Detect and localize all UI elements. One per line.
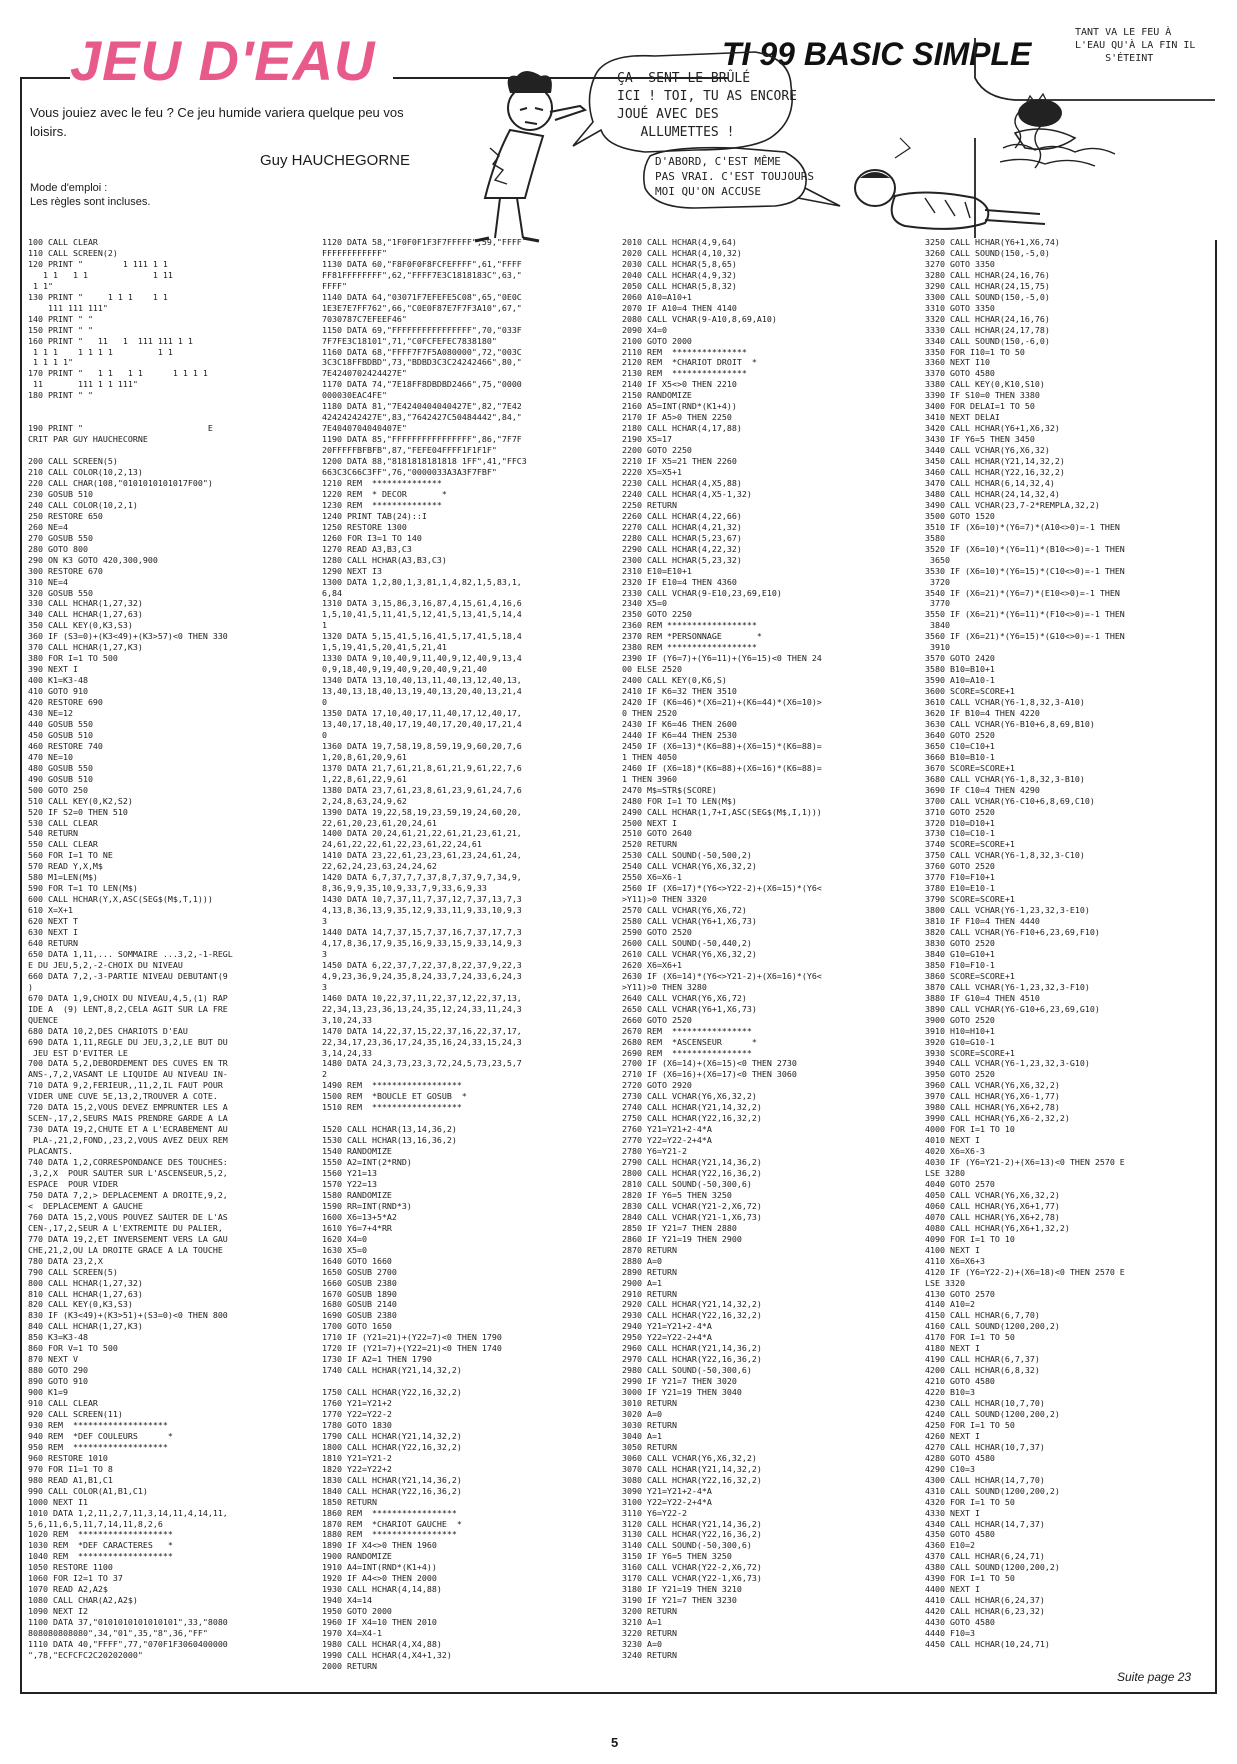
- author-name: Guy HAUCHEGORNE: [260, 152, 411, 169]
- mode-emploi: [30, 181, 150, 209]
- continued-note: Suite page 23: [1117, 1670, 1192, 1684]
- mode-text: Les règles sont incluses.: [30, 196, 151, 208]
- cartoon-illustration: [455, 27, 1215, 243]
- frame-rule: [1215, 240, 1217, 1694]
- code-listing-column-3: 2010 CALL HCHAR(4,9,64) 2020 CALL HCHAR(4,10,32) 2030 CALL HCHAR(5,8,65) 2040 CALL HCHAR(4,9,32) 2050 CALL HCHAR(5,8,32) 2060 A10=A10+1 2070 IF A10=4 THEN 4140 2080 CALL VCHAR(9-A10,8,69,A10) 2090 X4=0 2100 GOTO 2000 2110 REM *************** 2120 REM *CHARIOT DROIT * 2130 REM *************** 2140 IF X5<>0 THEN 2210 2150 RANDOMIZE 2160 A5=INT(RND*(K1+4)) 2170 IF A5>0 THEN 2250 2180 CALL HCHAR(4,17,88) 2190 X5=17 2200 GOTO 2250 2210 IF X5=21 THEN 2260 2220 X5=X5+1 2230 CALL HCHAR(4,X5,88) 2240 CALL HCHAR(4,X5-1,32) 2250 RETURN 2260 CALL HCHAR(4,22,66) 2270 CALL HCHAR(4,21,32) 2280 CALL HCHAR(5,23,67) 2290 CALL HCHAR(4,22,32) 2300 CALL HCHAR(5,23,32) 2310 E10=E10+1 2320 IF E10=4 THEN 4360 2330 CALL VCHAR(9-E10,23,69,E10) 2340 X5=0 2350 GOTO 2250 2360 REM ****************** 2370 REM *PERSONNAGE * 2380 REM ****************** 2390 IF (Y6=7)+(Y6=11)+(Y6=15)<0 THEN 24 00 ELSE 2520 2400 CALL KEY(0,K6,S) 2410 IF K6=32 THEN 3510 2420 IF (K6=46)*(X6=21)+(K6=44)*(X6=10)> 0 THEN 2520 2430 IF K6=46 THEN 2600 2440 IF K6=44 THEN 2530 2450 IF (X6=13)*(K6=88)+(X6=15)*(K6=88)= 1 THEN 4050 2460 IF (X6=18)*(K6=88)+(X6=16)*(K6=88)= 1 THEN 3960 2470 M$=STR$(SCORE) 2480 FOR I=1 TO LEN(M$) 2490 CALL HCHAR(1,7+I,ASC(SEG$(M$,I,1))) 2500 NEXT I 2510 GOTO 2640 2520 RETURN 2530 CALL SOUND(-50,500,2) 2540 CALL VCHAR(Y6,X6,32,2) 2550 X6=X6-1 2560 IF (X6=17)*(Y6<>Y22-2)+(X6=15)*(Y6< >Y11)>0 THEN 3320 2570 CALL VCHAR(Y6,X6,72) 2580 CALL VCHAR(Y6+1,X6,73) 2590 GOTO 2520 2600 CALL SOUND(-50,440,2) 2610 CALL VCHAR(Y6,X6,32,2) 2620 X6=X6+1 2630 IF (X6=14)*(Y6<>Y21-2)+(X6=16)*(Y6< >Y11)>0 THEN 3280 2640 CALL VCHAR(Y6,X6,72) 2650 CALL VCHAR(Y6+1,X6,73) 2660 GOTO 2520 2670 REM **************** 2680 REM *ASCENSEUR * 2690 REM **************** 2700 IF (X6=14)+(X6=15)<0 THEN 2730 2710 IF (X6=16)+(X6=17)<0 THEN 3060 2720 GOTO 2920 2730 CALL VCHAR(Y6,X6,32,2) 2740 CALL HCHAR(Y21,14,32,2) 2750 CALL HCHAR(Y22,16,32,2) 2760 Y21=Y21+2-4*A 2770 Y22=Y22-2+4*A 2780 Y6=Y21-2 2790 CALL HCHAR(Y21,14,36,2) 2800 CALL HCHAR(Y22,16,36,2) 2810 CALL SOUND(-50,300,6) 2820 IF Y6=5 THEN 3250 2830 CALL VCHAR(Y21-2,X6,72) 2840 CALL VCHAR(Y21-1,X6,73) 2850 IF Y21=7 THEN 2880 2860 IF Y21=19 THEN 2900 2870 RETURN 2880 A=0 2890 RETURN 2900 A=1 2910 RETURN 2920 CALL HCHAR(Y21,14,32,2) 2930 CALL HCHAR(Y22,16,32,2) 2940 Y21=Y21+2-4*A 2950 Y22=Y22-2+4*A 2960 CALL HCHAR(Y21,14,36,2) 2970 CALL HCHAR(Y22,16,36,2) 2980 CALL SOUND(-50,300,6) 2990 IF Y21=7 THEN 3020 3000 IF Y21=19 THEN 3040 3010 RETURN 3020 A=0 3030 RETURN 3040 A=1 3050 RETURN 3060 CALL VCHAR(Y6,X6,32,2) 3070 CALL HCHAR(Y21,14,32,2) 3080 CALL HCHAR(Y22,16,32,2) 3090 Y21=Y21+2-4*A 3100 Y22=Y22-2+4*A 3110 Y6=Y22-2 3120 CALL HCHAR(Y21,14,36,2) 3130 CALL HCHAR(Y22,16,36,2) 3140 CALL SOUND(-50,300,6) 3150 IF Y6=5 THEN 3250 3160 CALL VCHAR(Y22-2,X6,72) 3170 CALL VCHAR(Y22-1,X6,73) 3180 IF Y21=19 THEN 3210 3190 IF Y21=7 THEN 3230 3200 RETURN 3210 A=1 3220 RETURN 3230 A=0 3240 RETURN: [622, 237, 822, 1660]
- mode-title: Mode d'emploi :: [30, 182, 108, 194]
- corner-caption: TANT VA LE FEU À L'EAU QU'À LA FIN IL S'ÉTEINT: [1075, 27, 1196, 64]
- frame-rule: [20, 1692, 1217, 1694]
- intro-text: Vous jouiez avec le feu ? Ce jeu humide variera quelque peu vos loisirs.: [30, 105, 404, 139]
- speech-bubble-child: D'ABORD, C'EST MÊME PAS VRAI. C'EST TOUJOURS MOI QU'ON ACCUSE: [655, 155, 814, 198]
- article-category: TI 99 BASIC SIMPLE: [722, 36, 1032, 72]
- speech-bubble-mother: ÇA SENT LE BRÛLÉ ICI ! TOI, TU AS ENCORE JOUÉ AVEC DES ALLUMETTES !: [617, 71, 798, 140]
- page-number: 5: [611, 1735, 619, 1750]
- article-title: JEU D'EAU: [70, 29, 376, 92]
- frame-rule: [20, 77, 70, 79]
- frame-rule: [20, 77, 22, 1694]
- cartoon-drawing: [455, 38, 1215, 243]
- code-listing-column-2: 1120 DATA 58,"1F0F0F1F3F7FFFFF",59,"FFFF FFFFFFFFFFFF" 1130 DATA 60,"F8F0F0F8FCFEFFFF",61,"FFFF FF81FFFFFFFF",62,"FFFF7E3C1818183C",63," FFFF" 1140 DATA 64,"03071F7EFEFE5C08",65,"0E0C 1E3E7E7FF762",66,"C0E0F87E7F7F3A10",67," 7030787C7EFEEF46" 1150 DATA 69,"FFFFFFFFFFFFFFFF",70,"033F 7F7FE3C18101",71,"C0FCFEFEC7838180" 1160 DATA 68,"FFFF7F7F5A080000",72,"003C 3C3C18FFBDBD",73,"BDBD3C3C24242466",80," 7E4240702424427E" 1170 DATA 74,"7E18FF8DBDBD2466",75,"0000 000030EAC4FE" 1180 DATA 81,"7E4240404040427E",82,"7E42 42424242427E",83,"7642427C50484442",84," 7E4040704040407E" 1190 DATA 85,"FFFFFFFFFFFFFFFF",86,"7F7F 20FFFFFBFBFB",87,"FEFE04FFFF1F1F1F" 1200 DATA 88,"8181818181818 1FF",41,"FFC3 663C3C66C3FF",76,"0000033A3A3F7FBF" 1210 REM ************** 1220 REM * DECOR * 1230 REM ************** 1240 PRINT TAB(24)::I 1250 RESTORE 1300 1260 FOR I3=1 TO 140 1270 READ A3,B3,C3 1280 CALL HCHAR(A3,B3,C3) 1290 NEXT I3 1300 DATA 1,2,80,1,3,81,1,4,82,1,5,83,1, 6,84 1310 DATA 3,15,86,3,16,87,4,15,61,4,16,6 1,5,10,41,5,11,41,5,12,41,5,13,41,5,14,4 1 1320 DATA 5,15,41,5,16,41,5,17,41,5,18,4 1,5,19,41,5,20,41,5,21,41 1330 DATA 9,10,40,9,11,40,9,12,40,9,13,4 0,9,18,40,9,19,40,9,20,40,9,21,40 1340 DATA 13,10,40,13,11,40,13,12,40,13, 13,40,13,18,40,13,19,40,13,20,40,13,21,4 0 1350 DATA 17,10,40,17,11,40,17,12,40,17, 13,40,17,18,40,17,19,40,17,20,40,17,21,4 0 1360 DATA 19,7,58,19,8,59,19,9,60,20,7,6 1,20,8,61,20,9,61 1370 DATA 21,7,61,21,8,61,21,9,61,22,7,6 1,22,8,61,22,9,61 1380 DATA 23,7,61,23,8,61,23,9,61,24,7,6 2,24,8,63,24,9,62 1390 DATA 19,22,58,19,23,59,19,24,60,20, 22,61,20,23,61,20,24,61 1400 DATA 20,24,61,21,22,61,21,23,61,21, 24,61,22,22,61,22,23,61,22,24,61 1410 DATA 23,22,61,23,23,61,23,24,61,24, 22,62,24,23,63,24,24,62 1420 DATA 6,7,37,7,7,37,8,7,37,9,7,34,9, 8,36,9,9,35,10,9,33,7,9,33,6,9,33 1430 DATA 10,7,37,11,7,37,12,7,37,13,7,3 4,13,8,36,13,9,35,12,9,33,11,9,33,10,9,3 3 1440 DATA 14,7,37,15,7,37,16,7,37,17,7,3 4,17,8,36,17,9,35,16,9,33,15,9,33,14,9,3 3 1450 DATA 6,22,37,7,22,37,8,22,37,9,22,3 4,9,23,36,9,24,35,8,24,33,7,24,33,6,24,3 3 1460 DATA 10,22,37,11,22,37,12,22,37,13, 22,34,13,23,36,13,24,35,12,24,33,11,24,3 3,10,24,33 1470 DATA 14,22,37,15,22,37,16,22,37,17, 22,34,17,23,36,17,24,35,16,24,33,15,24,3 3,14,24,33 1480 DATA 24,3,73,23,3,72,24,5,73,23,5,7 2 1490 REM ****************** 1500 REM *BOUCLE ET GOSUB * 1510 REM ****************** 1520 CALL HCHAR(13,14,36,2) 1530 CALL HCHAR(13,16,36,2) 1540 RANDOMIZE 1550 A2=INT(2*RND) 1560 Y21=13 1570 Y22=13 1580 RANDOMIZE 1590 RR=INT(RND*3) 1600 X6=13+5*A2 1610 Y6=7+4*RR 1620 X4=0 1630 X5=0 1640 GOTO 1660 1650 GOSUB 2700 1660 GOSUB 2380 1670 GOSUB 1890 1680 GOSUB 2140 1690 GOSUB 2380 1700 GOTO 1650 1710 IF (Y21=21)+(Y22=7)<0 THEN 1790 1720 IF (Y21=7)+(Y22=21)<0 THEN 1740 1730 IF A2=1 THEN 1790 1740 CALL HCHAR(Y21,14,32,2) 1750 CALL HCHAR(Y22,16,32,2) 1760 Y21=Y21+2 1770 Y22=Y22-2 1780 GOTO 1830 1790 CALL HCHAR(Y21,14,32,2) 1800 CALL HCHAR(Y22,16,32,2) 1810 Y21=Y21-2 1820 Y22=Y22+2 1830 CALL HCHAR(Y21,14,36,2) 1840 CALL HCHAR(Y22,16,36,2) 1850 RETURN 1860 REM ***************** 1870 REM *CHARIOT GAUCHE * 1880 REM ***************** 1890 IF X4<>0 THEN 1960 1900 RANDOMIZE 1910 A4=INT(RND*(K1+4)) 1920 IF A4<>0 THEN 2000 1930 CALL HCHAR(4,14,88) 1940 X4=14 1950 GOTO 2000 1960 IF X4=10 THEN 2010 1970 X4=X4-1 1980 CALL HCHAR(4,X4,88) 1990 CALL HCHAR(4,X4+1,32) 2000 RETURN: [322, 237, 527, 1671]
- code-listing-column-1: 100 CALL CLEAR 110 CALL SCREEN(2) 120 PRINT " 1 111 1 1 1 1 1 1 1 11 1 1" 130 PRINT " 1 1 1 1 1 111 111 111" 140 PRINT " " 150 PRINT " " 160 PRINT " 11 1 111 111 1 1 1 1 1 1 1 1 1 1 1 1 1 1 1" 170 PRINT " 1 1 1 1 1 1 1 1 11 111 1 1 111" 180 PRINT " " 190 PRINT " E CRIT PAR GUY HAUCHECORNE 200 CALL SCREEN(5) 210 CALL COLOR(10,2,13) 220 CALL CHAR(108,"0101010101017F00") 230 GOSUB 510 240 CALL COLOR(10,2,1) 250 RESTORE 650 260 NE=4 270 GOSUB 550 280 GOTO 800 290 ON K3 GOTO 420,300,900 300 RESTORE 670 310 NE=4 320 GOSUB 550 330 CALL HCHAR(1,27,32) 340 CALL HCHAR(1,27,63) 350 CALL KEY(0,K3,S3) 360 IF (S3=0)+(K3<49)+(K3>57)<0 THEN 330 370 CALL HCHAR(1,27,K3) 380 FOR I=1 TO 500 390 NEXT I 400 K1=K3-48 410 GOTO 910 420 RESTORE 690 430 NE=12 440 GOSUB 550 450 GOSUB 510 460 RESTORE 740 470 NE=10 480 GOSUB 550 490 GOSUB 510 500 GOTO 250 510 CALL KEY(0,K2,S2) 520 IF S2=0 THEN 510 530 CALL CLEAR 540 RETURN 550 CALL CLEAR 560 FOR I=1 TO NE 570 READ Y,X,M$ 580 M1=LEN(M$) 590 FOR T=1 TO LEN(M$) 600 CALL HCHAR(Y,X,ASC(SEG$(M$,T,1))) 610 X=X+1 620 NEXT T 630 NEXT I 640 RETURN 650 DATA 1,11,... SOMMAIRE ...3,2,-1-REGL E DU JEU,5,2,-2-CHOIX DU NIVEAU 660 DATA 7,2,-3-PARTIE NIVEAU DEBUTANT(9 ) 670 DATA 1,9,CHOIX DU NIVEAU,4,5,(1) RAP IDE A (9) LENT,8,2,CELA AGIT SUR LA FRE QUENCE 680 DATA 10,2,DES CHARIOTS D'EAU 690 DATA 1,11,REGLE DU JEU,3,2,LE BUT DU JEU EST D'EVITER LE 700 DATA 5,2,DEBORDEMENT DES CUVES EN TR ANS-,7,2,VASANT LE LIQUIDE AU NIVEAU IN- 710 DATA 9,2,FERIEUR,,11,2,IL FAUT POUR VIDER UNE CUVE 5E,13,2,TROUVER A COTE. 720 DATA 15,2,VOUS DEVEZ EMPRUNTER LES A SCEN-,17,2,SEURS MAIS PRENDRE GARDE A LA 730 DATA 19,2,CHUTE ET A L'ECRABEMENT AU PLA-,21,2,FOND,,23,2,VOUS AVEZ DEUX REM PLACANTS. 740 DATA 1,2,CORRESPONDANCE DES TOUCHES: ,3,2,X POUR SAUTER SUR L'ASCENSEUR,5,2, ESPACE POUR VIDER 750 DATA 7,2,> DEPLACEMENT A DROITE,9,2, < DEPLACEMENT A GAUCHE 760 DATA 15,2,VOUS POUVEZ SAUTER DE L'AS CEN-,17,2,SEUR A L'EXTREMITE DU PALIER, 770 DATA 19,2,ET INVERSEMENT VERS LA GAU CHE,21,2,OU LA DROITE GRACE A LA TOUCHE 780 DATA 23,2,X 790 CALL SCREEN(5) 800 CALL HCHAR(1,27,32) 810 CALL HCHAR(1,27,63) 820 CALL KEY(0,K3,S3) 830 IF (K3<49)+(K3>51)+(S3=0)<0 THEN 800 840 CALL HCHAR(1,27,K3) 850 K3=K3-48 860 FOR V=1 TO 500 870 NEXT V 880 GOTO 290 890 GOTO 910 900 K1=9 910 CALL CLEAR 920 CALL SCREEN(11) 930 REM ******************* 940 REM *DEF COULEURS * 950 REM ******************* 960 RESTORE 1010 970 FOR I1=1 TO 8 980 READ A1,B1,C1 990 CALL COLOR(A1,B1,C1) 1000 NEXT I1 1010 DATA 1,2,11,2,7,11,3,14,11,4,14,11, 5,6,11,6,5,11,7,14,11,8,2,6 1020 REM ******************* 1030 REM *DEF CARACTERES * 1040 REM ******************* 1050 RESTORE 1100 1060 FOR I2=1 TO 37 1070 READ A2,A2$ 1080 CALL CHAR(A2,A2$) 1090 NEXT I2 1100 DATA 37,"0101010101010101",33,"8080 808080808080",34,"01",35,"8",36,"FF" 1110 DATA 40,"FFFF",77,"070F1F3060400000 ",78,"ECFCFC2C20202000": [28, 237, 233, 1660]
- code-listing-column-4: 3250 CALL HCHAR(Y6+1,X6,74) 3260 CALL SOUND(150,-5,0) 3270 GOTO 3350 3280 CALL HCHAR(24,16,76) 3290 CALL HCHAR(24,15,75) 3300 CALL SOUND(150,-5,0) 3310 GOTO 3350 3320 CALL HCHAR(24,16,76) 3330 CALL HCHAR(24,17,78) 3340 CALL SOUND(150,-6,0) 3350 FOR I10=1 TO 50 3360 NEXT I10 3370 GOTO 4580 3380 CALL KEY(0,K10,S10) 3390 IF S10=0 THEN 3380 3400 FOR DELAI=1 TO 50 3410 NEXT DELAI 3420 CALL HCHAR(Y6+1,X6,32) 3430 IF Y6=5 THEN 3450 3440 CALL VCHAR(Y6,X6,32) 3450 CALL HCHAR(Y21,14,32,2) 3460 CALL HCHAR(Y22,16,32,2) 3470 CALL HCHAR(6,14,32,4) 3480 CALL HCHAR(24,14,32,4) 3490 CALL VCHAR(23,7-2*REMPLA,32,2) 3500 GOTO 1520 3510 IF (X6=10)*(Y6=7)*(A10<>0)=-1 THEN 3580 3520 IF (X6=10)*(Y6=11)*(B10<>0)=-1 THEN 3650 3530 IF (X6=10)*(Y6=15)*(C10<>0)=-1 THEN 3720 3540 IF (X6=21)*(Y6=7)*(E10<>0)=-1 THEN 3770 3550 IF (X6=21)*(Y6=11)*(F10<>0)=-1 THEN 3840 3560 IF (X6=21)*(Y6=15)*(G10<>0)=-1 THEN 3910 3570 GOTO 2420 3580 B10=B10+1 3590 A10=A10-1 3600 SCORE=SCORE+1 3610 CALL VCHAR(Y6-1,8,32,3-A10) 3620 IF B10=4 THEN 4220 3630 CALL VCHAR(Y6-B10+6,8,69,B10) 3640 GOTO 2520 3650 C10=C10+1 3660 B10=B10-1 3670 SCORE=SCORE+1 3680 CALL VCHAR(Y6-1,8,32,3-B10) 3690 IF C10=4 THEN 4290 3700 CALL VCHAR(Y6-C10+6,8,69,C10) 3710 GOTO 2520 3720 D10=D10+1 3730 C10=C10-1 3740 SCORE=SCORE+1 3750 CALL VCHAR(Y6-1,8,32,3-C10) 3760 GOTO 2520 3770 F10=F10+1 3780 E10=E10-1 3790 SCORE=SCORE+1 3800 CALL VCHAR(Y6-1,23,32,3-E10) 3810 IF F10=4 THEN 4440 3820 CALL VCHAR(Y6-F10+6,23,69,F10) 3830 GOTO 2520 3840 G10=G10+1 3850 F10=F10-1 3860 SCORE=SCORE+1 3870 CALL VCHAR(Y6-1,23,32,3-F10) 3880 IF G10=4 THEN 4510 3890 CALL VCHAR(Y6-G10+6,23,69,G10) 3900 GOTO 2520 3910 H10=H10+1 3920 G10=G10-1 3930 SCORE=SCORE+1 3940 CALL VCHAR(Y6-1,23,32,3-G10) 3950 GOTO 2520 3960 CALL VCHAR(Y6,X6,32,2) 3970 CALL HCHAR(Y6,X6-1,77) 3980 CALL HCHAR(Y6,X6+2,78) 3990 CALL HCHAR(Y6,X6-2,32,2) 4000 FOR I=1 TO 10 4010 NEXT I 4020 X6=X6-3 4030 IF (Y6=Y21-2)+(X6=13)<0 THEN 2570 E LSE 3280 4040 GOTO 2570 4050 CALL VCHAR(Y6,X6,32,2) 4060 CALL HCHAR(Y6,X6+1,77) 4070 CALL HCHAR(Y6,X6+2,78) 4080 CALL HCHAR(Y6,X6+1,32,2) 4090 FOR I=1 TO 10 4100 NEXT I 4110 X6=X6+3 4120 IF (Y6=Y22-2)+(X6=18)<0 THEN 2570 E LSE 3320 4130 GOTO 2570 4140 A10=2 4150 CALL HCHAR(6,7,70) 4160 CALL SOUND(1200,200,2) 4170 FOR I=1 TO 50 4180 NEXT I 4190 CALL HCHAR(6,7,37) 4200 CALL HCHAR(6,8,32) 4210 GOTO 4580 4220 B10=3 4230 CALL HCHAR(10,7,70) 4240 CALL SOUND(1200,200,2) 4250 FOR I=1 TO 50 4260 NEXT I 4270 CALL HCHAR(10,7,37) 4280 GOTO 4580 4290 C10=3 4300 CALL HCHAR(14,7,70) 4310 CALL SOUND(1200,200,2) 4320 FOR I=1 TO 50 4330 NEXT I 4340 CALL HCHAR(14,7,37) 4350 GOTO 4580 4360 E10=2 4370 CALL HCHAR(6,24,71) 4380 CALL SOUND(1200,200,2) 4390 FOR I=1 TO 50 4400 NEXT I 4410 CALL HCHAR(6,24,37) 4420 CALL HCHAR(6,23,32) 4430 GOTO 4580 4440 F10=3 4450 CALL HCHAR(10,24,71): [925, 237, 1125, 1649]
